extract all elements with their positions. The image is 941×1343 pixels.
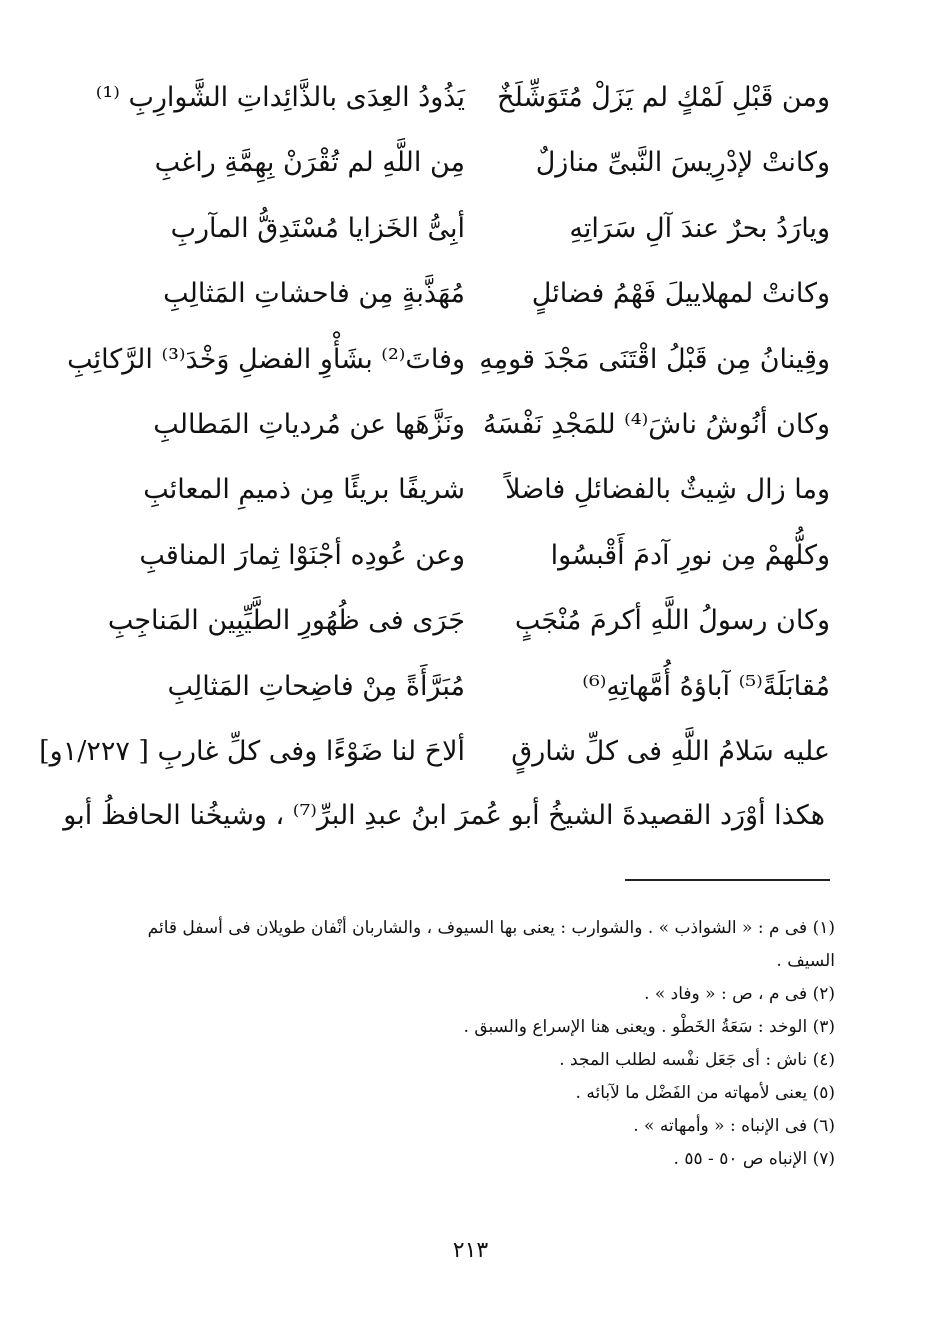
verse-line <box>135 524 830 589</box>
verse-second-hemistich: ونَزَّهَها عن مُردياتِ المَطالبِ <box>153 408 465 440</box>
verse-line <box>135 393 830 458</box>
verse-line <box>67 328 830 393</box>
verse-first-hemistich: عليه سَلامُ اللَّهِ فى كلِّ شارقٍ <box>511 735 830 767</box>
poem <box>39 66 830 785</box>
footnote: (٤) ناش : أى جَعَل نفْسه لطلب المجد . <box>559 1050 835 1070</box>
verse-second-hemistich: جَرَى فى ظُهُورِ الطَّيِّبِين المَناجِبِ <box>107 605 465 637</box>
footnote-separator <box>625 879 830 881</box>
verse-second-hemistich: مُبَرَّأَةً مِنْ فاضِحاتِ المَثالِبِ <box>167 670 465 702</box>
footnote: (٦) فى الإنباه : « وأمهاته » . <box>633 1116 835 1136</box>
footnotes <box>100 912 835 1176</box>
verse-first-hemistich: وكان أنُوشُ ناشَ⁽⁴⁾ للمَجْدِ نَفْسَهُ <box>482 408 830 440</box>
verse-first-hemistich: وكان رسولُ اللَّهِ أكرمَ مُنْجَبٍ <box>514 605 830 637</box>
verse-line <box>107 589 830 654</box>
verse-second-hemistich: أبِىُّ الخَزايا مُسْتَدِقُّ المآربِ <box>170 212 465 244</box>
footnote: (٥) يعنى لأمهاته من الفَضْل ما لآبائه . <box>575 1083 835 1103</box>
verse-second-hemistich: شريفًا بريئًا مِن ذميمِ المعائبِ <box>143 474 465 506</box>
footnote: (٣) الوخد : سَعَةُ الخَطْو . ويعنى هنا الإسراع والسبق . <box>463 1017 835 1037</box>
verse-line <box>135 262 830 327</box>
verse-first-hemistich: وما زال شِيثٌ بالفضائلِ فاضلاً <box>505 474 830 506</box>
verse-second-hemistich: مِن اللَّهِ لم تُقْرَنْ بِهِمَّةِ راغبِ <box>154 147 465 179</box>
verse-line <box>135 655 830 720</box>
prose-line: هكذا أوْرَد القصيدةَ الشيخُ أبو عُمرَ ابنُ عبدِ البرِّ⁽⁷⁾ ، وشيخُنا الحافظُ أبو <box>63 800 825 831</box>
verse-line <box>135 197 830 262</box>
verse-first-hemistich: ومن قَبْلِ لَمْكٍ لم يَزَلْ مُتَوَشِّلَخٌ <box>497 82 830 113</box>
verse-second-hemistich: مُهَذَّبةٍ مِن فاحشاتِ المَثالِبِ <box>163 278 465 310</box>
footnote: (١) فى م : « الشواذب » . والشوارب : يعنى بها السيوف ، والشاربان أنْفان طويلان فى أسفل قائم السيف . <box>147 918 835 971</box>
footnote: (٧) الإنباه ص ٥٠ - ٥٥ . <box>673 1149 835 1169</box>
page-number: ٢١٣ <box>452 1238 489 1263</box>
verse-line <box>135 131 830 196</box>
verse-first-hemistich: مُقابَلَةً⁽⁵⁾ آباؤهُ أُمَّهاتِهِ⁽⁶⁾ <box>582 670 830 702</box>
verse-first-hemistich: ويارَدُ بحرٌ عندَ آلِ سَرَاتِهِ <box>569 212 830 244</box>
verse-second-hemistich: وعن عُودِه أجْنَوْا ثِمارَ المناقبِ <box>139 539 465 571</box>
verse-line <box>135 458 830 523</box>
verse-first-hemistich: وكلُّهمْ مِن نورِ آدمَ أَقْبسُوا <box>550 539 830 571</box>
verse-line <box>95 66 830 131</box>
verse-first-hemistich: وقِينانُ مِن قَبْلُ اقْتَنَى مَجْدَ قومِهِ <box>479 343 830 375</box>
verse-first-hemistich: وكانتْ لمهلاييلَ فَهْمُ فضائلٍ <box>531 278 830 310</box>
verse-line <box>39 720 830 785</box>
verse-second-hemistich: وفاتَ⁽²⁾ بشَأْوِ الفضلِ وَخْدَ⁽³⁾ الرَّكائِبِ <box>67 343 465 375</box>
verse-second-hemistich: ألاحَ لنا ضَوْءًا وفى كلِّ غاربِ [ ١/٢٢٧و] <box>39 735 465 767</box>
footnote: (٢) فى م ، ص : « وفاد » . <box>644 984 835 1004</box>
verse-second-hemistich: يَذُودُ العِدَى بالذَّائِداتِ الشَّوارِبِ ⁽¹⁾ <box>95 82 465 113</box>
verse-first-hemistich: وكانتْ لإدْرِيسَ النَّبىِّ منازلٌ <box>535 147 830 179</box>
